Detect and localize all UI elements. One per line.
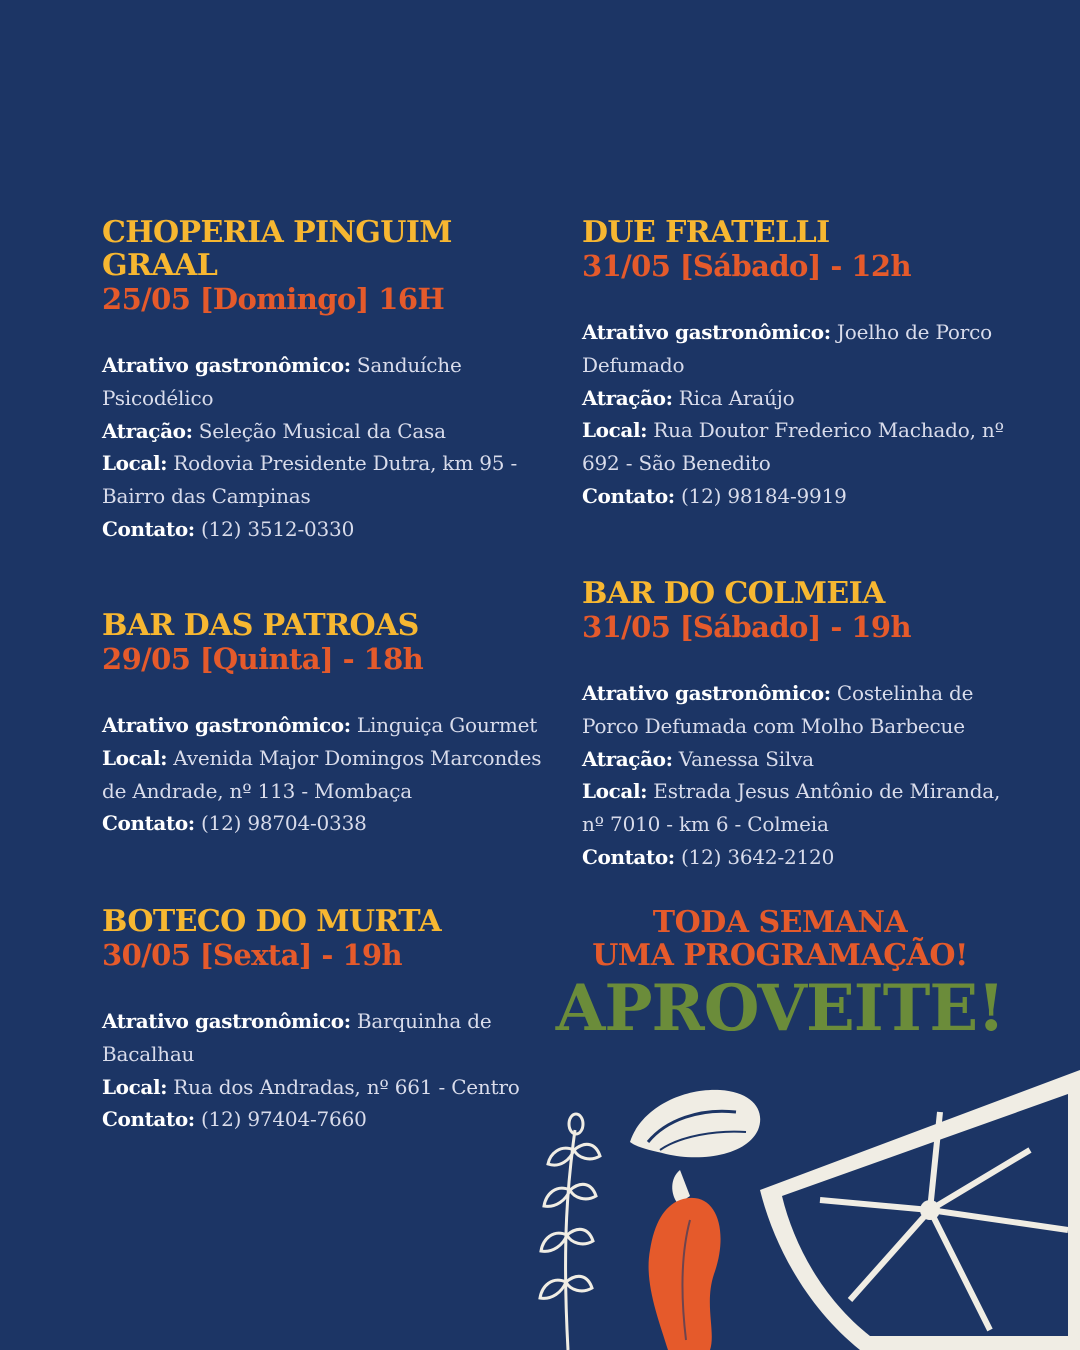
- local-value: Estrada Jesus Antônio de Miranda, nº 7010 - km 6 - Colmeia: [582, 779, 1001, 837]
- atrativo-label: Atrativo gastronômico:: [582, 320, 831, 344]
- call-to-action: [540, 906, 1020, 1046]
- local-label: Local:: [102, 451, 168, 476]
- contato-value: (12) 98184-9919: [680, 483, 847, 508]
- contato-value: (12) 97404-7660: [200, 1107, 367, 1132]
- contato-label: Contato:: [102, 1107, 195, 1132]
- local-label: Local:: [102, 1074, 168, 1099]
- atrativo-label: Atrativo gastronômico:: [582, 681, 831, 705]
- atrativo-value: Joelho de Porco Defumado: [582, 320, 992, 377]
- atracao-label: Atração:: [582, 746, 673, 771]
- venue-boteco-do-murta: [102, 905, 552, 1136]
- atracao-value: Rica Araújo: [678, 385, 795, 410]
- atrativo-value: Sanduíche Psicodélico: [102, 353, 462, 410]
- local-value: Rua Doutor Frederico Machado, nº 692 - São Benedito: [582, 418, 1004, 476]
- venue-date: 31/05 [Sábado] - 19h: [582, 610, 911, 644]
- contato-label: Contato:: [582, 483, 675, 508]
- atrativo-label: Atrativo gastronômico:: [102, 1009, 351, 1033]
- venue-bar-das-patroas: [102, 609, 552, 840]
- venue-date: 30/05 [Sexta] - 19h: [102, 938, 402, 972]
- venue-info: [102, 709, 552, 840]
- local-value: Rodovia Presidente Dutra, km 95 - Bairro das Campinas: [102, 451, 518, 509]
- local-value: Rua dos Andradas, nº 661 - Centro: [173, 1074, 520, 1099]
- food-illustration: [520, 1060, 1080, 1350]
- local-label: Local:: [582, 418, 648, 443]
- venue-date: 31/05 [Sábado] - 12h: [582, 249, 911, 283]
- contato-label: Contato:: [582, 844, 675, 869]
- contato-value: (12) 3642-2120: [680, 844, 835, 869]
- local-value: Avenida Major Domingos Marcondes de Andrade, nº 113 - Mombaça: [102, 745, 542, 803]
- contato-label: Contato:: [102, 516, 195, 541]
- local-label: Local:: [582, 779, 648, 804]
- venue-bar-do-colmeia: [582, 577, 1012, 874]
- atracao-label: Atração:: [582, 385, 673, 410]
- atrativo-label: Atrativo gastronômico:: [102, 713, 351, 737]
- contato-value: (12) 3512-0330: [200, 516, 355, 541]
- atrativo-label: Atrativo gastronômico:: [102, 353, 351, 377]
- venue-name: BAR DO COLMEIA: [582, 576, 885, 611]
- venue-info: [102, 349, 552, 546]
- orange-slice-icon: [760, 1070, 1080, 1350]
- cta-line-2: UMA PROGRAMAÇÃO!: [592, 938, 968, 973]
- venue-info: [582, 316, 1012, 513]
- venue-name: BAR DAS PATROAS: [102, 608, 419, 643]
- chili-pepper-icon: [649, 1170, 721, 1350]
- venue-info: [102, 1005, 552, 1136]
- venue-info: [582, 677, 1012, 874]
- contato-value: (12) 98704-0338: [200, 811, 367, 836]
- cta-headline: APROVEITE!: [555, 971, 1005, 1046]
- venue-name: CHOPERIA PINGUIM GRAAL: [102, 215, 452, 283]
- contato-label: Contato:: [102, 811, 195, 836]
- atrativo-value: Linguiça Gourmet: [356, 713, 538, 737]
- atracao-label: Atração:: [102, 418, 193, 443]
- venue-due-fratelli: [582, 216, 1012, 513]
- cta-line-1: TODA SEMANA: [652, 905, 908, 940]
- venue-name: DUE FRATELLI: [582, 215, 830, 250]
- garlic-clove-icon: [630, 1090, 760, 1157]
- venue-name: BOTECO DO MURTA: [102, 904, 442, 939]
- thyme-sprig-icon: [540, 1114, 600, 1350]
- atrativo-value: Barquinha de Bacalhau: [102, 1009, 492, 1066]
- venue-date: 25/05 [Domingo] 16H: [102, 282, 445, 316]
- atracao-value: Vanessa Silva: [678, 746, 814, 771]
- atrativo-value: Costelinha de Porco Defumada com Molho Barbecue: [582, 681, 974, 738]
- venue-choperia-pinguim-graal: [102, 216, 552, 546]
- venue-date: 29/05 [Quinta] - 18h: [102, 642, 424, 676]
- local-label: Local:: [102, 745, 168, 770]
- atracao-value: Seleção Musical da Casa: [198, 418, 446, 443]
